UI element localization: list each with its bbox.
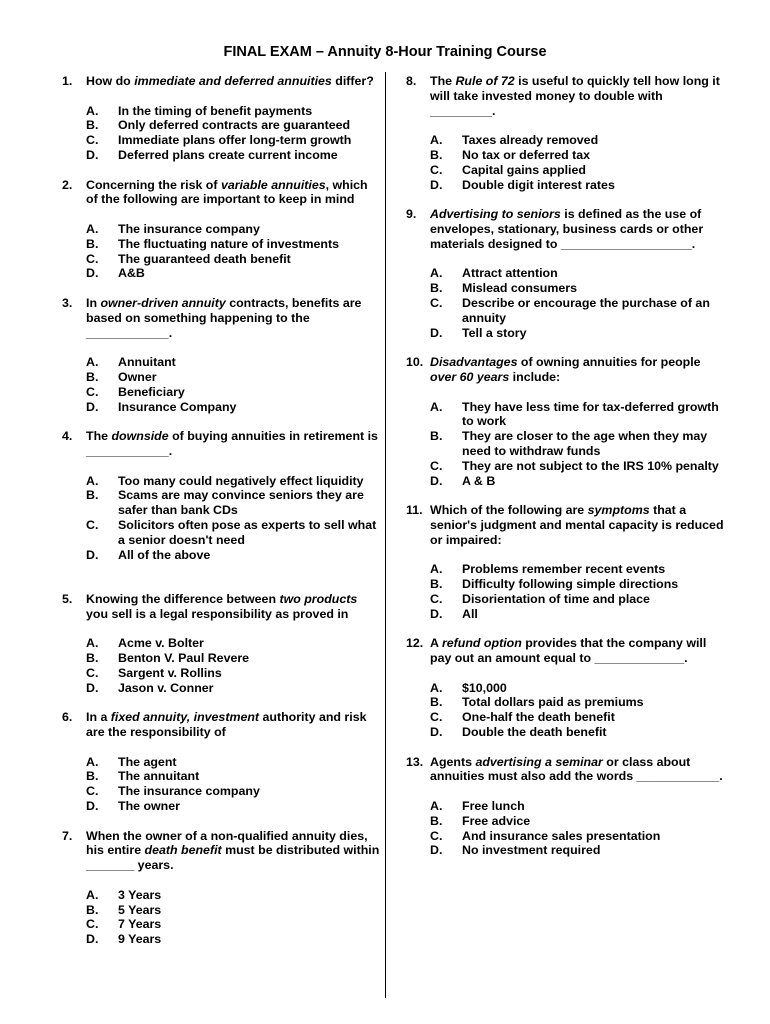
answer-option xyxy=(86,917,380,932)
option-letter: D. xyxy=(86,266,99,281)
page-title: FINAL EXAM – Annuity 8-Hour Training Course xyxy=(223,44,547,60)
emphasis-text: over 60 years xyxy=(430,369,510,384)
question-3 xyxy=(62,296,380,414)
question-2 xyxy=(62,178,380,282)
question-number: 8. xyxy=(406,74,417,88)
text-run: is useful to quickly tell how long it will take invested money to double with _________. xyxy=(430,74,720,118)
option-text: Insurance Company xyxy=(118,399,237,414)
answer-options xyxy=(86,636,380,695)
option-letter: B. xyxy=(86,236,99,251)
answer-option xyxy=(86,518,380,548)
option-letter: D. xyxy=(430,606,443,621)
question-stem xyxy=(406,755,726,785)
option-letter: B. xyxy=(430,429,443,444)
option-text: They are not subject to the IRS 10% penalty xyxy=(462,458,719,473)
question-text xyxy=(86,710,380,740)
option-text: Tell a story xyxy=(462,325,527,340)
option-letter: D. xyxy=(86,799,99,814)
option-text: The guaranteed death benefit xyxy=(118,251,291,266)
spacer xyxy=(406,858,726,873)
option-letter: C. xyxy=(86,784,99,799)
question-stem xyxy=(62,829,380,873)
spacer xyxy=(62,281,380,296)
answer-option xyxy=(86,355,380,370)
option-letter: C. xyxy=(86,665,99,680)
option-text: Annuitant xyxy=(118,355,176,370)
question-stem xyxy=(406,636,726,666)
spacer xyxy=(406,192,726,207)
answer-option xyxy=(430,562,726,577)
spacer xyxy=(62,562,380,592)
emphasis-text: refund option xyxy=(441,636,522,651)
text-run: The xyxy=(430,74,456,88)
option-letter: A. xyxy=(86,887,99,902)
option-text: Acme v. Bolter xyxy=(118,636,204,651)
answer-option xyxy=(86,666,380,681)
option-letter: D. xyxy=(430,177,443,192)
answer-option xyxy=(86,799,380,814)
question-stem xyxy=(406,74,726,118)
option-text: The insurance company xyxy=(118,784,260,799)
option-text: Mislead consumers xyxy=(462,281,578,296)
question-number: 13. xyxy=(406,754,424,769)
option-text: 9 Years xyxy=(118,932,162,947)
option-letter: C. xyxy=(430,828,443,843)
option-letter: C. xyxy=(430,162,443,177)
question-number: 7. xyxy=(62,828,73,843)
answer-options xyxy=(86,222,380,281)
spacer xyxy=(406,621,726,636)
option-letter: A. xyxy=(430,133,443,148)
option-text: Free advice xyxy=(462,813,531,828)
option-letter: A. xyxy=(86,754,99,769)
option-letter: A. xyxy=(430,399,443,414)
question-stem xyxy=(62,74,380,89)
question-number: 4. xyxy=(62,429,73,444)
text-run: In xyxy=(86,295,101,310)
answer-option xyxy=(430,459,726,474)
answer-option xyxy=(86,651,380,666)
option-text: Problems remember recent events xyxy=(462,562,666,577)
text-run: of owning annuities for people xyxy=(517,355,701,370)
option-text: In the timing of benefit payments xyxy=(118,103,313,118)
option-text: 7 Years xyxy=(118,917,162,932)
question-text xyxy=(86,74,380,89)
option-letter: B. xyxy=(86,902,99,917)
option-text: Immediate plans offer long-term growth xyxy=(118,133,352,148)
option-letter: B. xyxy=(86,769,99,784)
option-letter: B. xyxy=(430,695,443,710)
answer-option xyxy=(86,488,380,518)
question-text xyxy=(86,429,380,459)
question-number: 2. xyxy=(62,177,73,192)
column-divider xyxy=(385,72,386,998)
option-text: And insurance sales presentation xyxy=(462,828,661,843)
text-run: must be distributed within _______ years. xyxy=(86,843,380,873)
answer-option xyxy=(86,118,380,133)
spacer xyxy=(62,163,380,178)
answer-option xyxy=(430,266,726,281)
text-run: that a senior's judgment and mental capacity is reduced or impaired: xyxy=(430,503,724,547)
question-number: 9. xyxy=(406,207,417,222)
question-8 xyxy=(406,74,726,192)
question-13 xyxy=(406,755,726,859)
question-stem xyxy=(406,503,726,547)
emphasis-text: fixed annuity, investment xyxy=(110,710,260,725)
option-letter: D. xyxy=(86,399,99,414)
answer-options xyxy=(86,104,380,163)
answer-option xyxy=(430,814,726,829)
option-letter: C. xyxy=(430,458,443,473)
option-letter: C. xyxy=(430,295,443,310)
question-stem xyxy=(62,296,380,340)
spacer xyxy=(62,695,380,710)
text-run: contracts, benefits are based on something happening to the ____________. xyxy=(86,295,362,340)
answer-option xyxy=(430,429,726,459)
option-letter: D. xyxy=(430,843,443,858)
answer-option xyxy=(86,636,380,651)
option-text: Free lunch xyxy=(462,799,525,814)
option-letter: B. xyxy=(430,813,443,828)
question-text xyxy=(430,74,726,118)
option-text: Owner xyxy=(118,369,157,384)
option-text: 5 Years xyxy=(118,902,162,917)
option-text: $10,000 xyxy=(462,680,507,695)
option-letter: B. xyxy=(430,281,443,296)
question-9 xyxy=(406,207,726,340)
answer-option xyxy=(430,592,726,607)
answer-option xyxy=(430,695,726,710)
text-run: you sell is a legal responsibility as proved in xyxy=(86,606,349,621)
question-6 xyxy=(62,710,380,814)
emphasis-text: Rule of 72 xyxy=(455,74,515,88)
option-text: Deferred plans create current income xyxy=(118,147,338,162)
option-text: The agent xyxy=(118,754,177,769)
option-text: Taxes already removed xyxy=(462,133,599,148)
option-letter: B. xyxy=(430,577,443,592)
option-text: Total dollars paid as premiums xyxy=(462,695,644,710)
option-text: All xyxy=(462,606,478,621)
answer-option xyxy=(86,133,380,148)
option-letter: B. xyxy=(86,369,99,384)
option-text: Scams are may convince seniors they are safer than bank CDs xyxy=(118,488,364,518)
option-letter: A. xyxy=(430,799,443,814)
answer-option xyxy=(430,148,726,163)
answer-option xyxy=(86,104,380,119)
question-stem xyxy=(62,710,380,740)
answer-option xyxy=(430,710,726,725)
question-1 xyxy=(62,74,380,163)
option-letter: B. xyxy=(86,118,99,133)
answer-options xyxy=(86,474,380,563)
answer-options xyxy=(430,133,726,192)
option-text: Benton V. Paul Revere xyxy=(118,651,250,666)
spacer xyxy=(406,488,726,503)
answer-option xyxy=(86,755,380,770)
question-number: 3. xyxy=(62,295,73,310)
question-number: 10. xyxy=(406,355,424,370)
option-letter: A. xyxy=(430,562,443,577)
question-number: 1. xyxy=(62,74,73,88)
question-7 xyxy=(62,829,380,947)
answer-option xyxy=(430,163,726,178)
emphasis-text: symptoms xyxy=(587,503,650,518)
text-run: Concerning the risk of xyxy=(86,177,221,192)
question-12 xyxy=(406,636,726,740)
answer-option xyxy=(86,266,380,281)
question-text xyxy=(86,178,380,208)
text-run: include: xyxy=(509,369,561,384)
answer-option xyxy=(86,474,380,489)
emphasis-text: advertising a seminar xyxy=(475,754,603,769)
option-text: They have less time for tax-deferred growth to work xyxy=(462,399,719,429)
option-letter: A. xyxy=(86,221,99,236)
spacer xyxy=(62,414,380,429)
answer-options xyxy=(430,562,726,621)
option-text: They are closer to the age when they may need to withdraw funds xyxy=(462,429,708,458)
answer-option xyxy=(430,725,726,740)
answer-option xyxy=(430,400,726,430)
answer-option xyxy=(430,829,726,844)
text-run: Agents xyxy=(430,754,476,769)
text-run: , which of the following are important to keep in mind xyxy=(86,177,368,207)
spacer xyxy=(62,814,380,829)
question-text xyxy=(430,503,726,547)
answer-option xyxy=(430,607,726,622)
question-text xyxy=(430,355,726,385)
answer-option xyxy=(86,385,380,400)
option-letter: D. xyxy=(86,147,99,162)
question-5 xyxy=(62,592,380,696)
option-letter: A. xyxy=(86,473,99,488)
option-letter: D. xyxy=(430,473,443,488)
question-stem xyxy=(62,429,380,459)
answer-option xyxy=(86,681,380,696)
answer-option xyxy=(430,577,726,592)
option-letter: B. xyxy=(86,651,99,666)
text-run: When the owner of a non-qualified annuity dies, his entire xyxy=(86,828,368,858)
option-letter: C. xyxy=(86,917,99,932)
option-text: One-half the death benefit xyxy=(462,710,615,725)
answer-option xyxy=(430,474,726,489)
question-number: 12. xyxy=(406,636,424,651)
emphasis-text: Disadvantages xyxy=(430,355,518,370)
answer-options xyxy=(430,266,726,340)
answer-option xyxy=(430,281,726,296)
text-run: In a xyxy=(86,710,111,725)
option-text: 3 Years xyxy=(118,887,162,902)
option-text: Double digit interest rates xyxy=(462,177,615,192)
option-text: Jason v. Conner xyxy=(118,680,214,695)
answer-option xyxy=(86,400,380,415)
option-text: Sargent v. Rollins xyxy=(118,665,222,680)
option-letter: A. xyxy=(430,680,443,695)
option-letter: A. xyxy=(430,266,443,281)
answer-options xyxy=(430,799,726,858)
answer-options xyxy=(430,681,726,740)
option-letter: A. xyxy=(86,103,99,118)
option-letter: D. xyxy=(86,680,99,695)
question-text xyxy=(430,755,726,785)
option-text: Disorientation of time and place xyxy=(462,591,650,606)
question-number: 11. xyxy=(406,503,423,518)
answer-option xyxy=(86,903,380,918)
option-letter: D. xyxy=(86,547,99,562)
text-run: authority and risk are the responsibility of xyxy=(86,710,367,740)
answer-option xyxy=(430,799,726,814)
option-text: Difficulty following simple directions xyxy=(462,577,679,592)
option-text: A&B xyxy=(118,266,145,281)
text-run: How do xyxy=(86,74,135,88)
option-letter: D. xyxy=(86,932,99,947)
answer-option xyxy=(86,784,380,799)
option-letter: C. xyxy=(430,710,443,725)
option-letter: B. xyxy=(430,147,443,162)
option-text: Describe or encourage the purchase of an annuity xyxy=(462,295,710,325)
answer-option xyxy=(86,237,380,252)
answer-options xyxy=(86,888,380,947)
spacer xyxy=(62,947,380,962)
question-text xyxy=(430,207,726,251)
question-10 xyxy=(406,355,726,488)
emphasis-text: two products xyxy=(279,591,358,606)
option-letter: C. xyxy=(86,133,99,148)
option-text: Too many could negatively effect liquidity xyxy=(118,473,364,488)
text-run: Which of the following are xyxy=(430,503,588,518)
question-text xyxy=(86,296,380,340)
answer-option xyxy=(86,932,380,947)
option-letter: D. xyxy=(430,325,443,340)
option-letter: D. xyxy=(430,725,443,740)
answer-option xyxy=(430,296,726,326)
text-run: is defined as the use of envelopes, stationary, business cards or other materials designed to ___________________. xyxy=(430,207,704,251)
answer-options xyxy=(430,400,726,489)
option-text: Only deferred contracts are guaranteed xyxy=(118,118,351,133)
text-run: The xyxy=(86,429,112,444)
emphasis-text: immediate and deferred annuities xyxy=(134,74,332,88)
text-run: of buying annuities in retirement is ____________. xyxy=(86,429,378,458)
question-number: 6. xyxy=(62,710,73,725)
answer-option xyxy=(86,769,380,784)
option-text: The insurance company xyxy=(118,221,260,236)
question-stem xyxy=(62,178,380,208)
question-4 xyxy=(62,429,380,562)
answer-option xyxy=(86,148,380,163)
option-letter: A. xyxy=(86,355,99,370)
text-run: or class about annuities must also add the words ____________. xyxy=(430,754,723,784)
answer-option xyxy=(86,222,380,237)
answer-option xyxy=(430,178,726,193)
spacer xyxy=(406,740,726,755)
text-run: provides that the company will pay out an amount equal to _____________. xyxy=(430,636,707,666)
text-run: Knowing the difference between xyxy=(86,591,280,606)
left-column xyxy=(62,74,380,962)
question-number: 5. xyxy=(62,591,73,606)
emphasis-text: owner-driven annuity xyxy=(100,295,226,310)
answer-option xyxy=(430,843,726,858)
option-text: All of the above xyxy=(118,547,211,562)
text-run: differ? xyxy=(331,74,374,88)
option-text: The annuitant xyxy=(118,769,200,784)
option-text: The owner xyxy=(118,799,180,814)
question-stem xyxy=(406,355,726,385)
emphasis-text: death benefit xyxy=(144,843,222,858)
option-text: A & B xyxy=(462,473,496,488)
answer-option xyxy=(86,548,380,563)
option-text: Capital gains applied xyxy=(462,162,586,177)
question-text xyxy=(86,592,380,622)
answer-options xyxy=(86,755,380,814)
option-letter: C. xyxy=(86,517,99,532)
option-letter: C. xyxy=(86,251,99,266)
question-text xyxy=(86,829,380,873)
option-text: Double the death benefit xyxy=(462,725,607,740)
question-11 xyxy=(406,503,726,621)
option-letter: A. xyxy=(86,636,99,651)
question-stem xyxy=(406,207,726,251)
answer-option xyxy=(430,326,726,341)
option-letter: C. xyxy=(86,384,99,399)
question-text xyxy=(430,636,726,666)
option-text: The fluctuating nature of investments xyxy=(118,236,339,251)
option-letter: C. xyxy=(430,591,443,606)
answer-option xyxy=(86,888,380,903)
answer-option xyxy=(430,133,726,148)
emphasis-text: downside xyxy=(111,429,169,444)
option-letter: B. xyxy=(86,488,99,503)
text-run: A xyxy=(430,636,442,651)
answer-option xyxy=(430,681,726,696)
emphasis-text: variable annuities xyxy=(220,177,326,192)
option-text: Beneficiary xyxy=(118,384,185,399)
answer-options xyxy=(86,355,380,414)
answer-option xyxy=(86,252,380,267)
question-stem xyxy=(62,592,380,622)
spacer xyxy=(406,340,726,355)
answer-option xyxy=(86,370,380,385)
option-text: No investment required xyxy=(462,843,601,858)
option-text: Solicitors often pose as experts to sell what a senior doesn't need xyxy=(118,517,377,547)
emphasis-text: Advertising to seniors xyxy=(430,207,561,222)
option-text: No tax or deferred tax xyxy=(462,147,591,162)
right-column xyxy=(406,74,726,873)
option-text: Attract attention xyxy=(462,266,558,281)
